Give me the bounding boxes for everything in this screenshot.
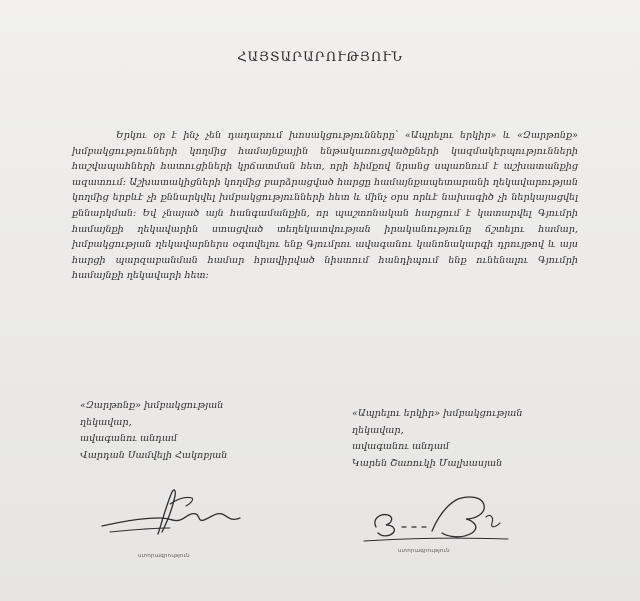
signatory-left-faction: «Զարթոնք» խմբակցության (80, 400, 224, 411)
signature-caption-left: ստորագրություն (138, 553, 190, 559)
statement-body: Երկու օր է ինչ չեն դադարում խոսակցությունները՝ «Ապրելու երկիր» և «Զարթոնք» խմբակցությունների կողմից համայնքային ենթակառուցվածքների կազմակերպությունների հաշվապահների հատուցիների կրճատման հետ, որի հիմքով նրանց սպառնում է աշխատանքից ազատում։ Աշխատակիցների կողմից բարձրացված հարցը համայնքապետարանի ղեկավարության կողմից երբևէ չի քննարկվել խմբակցությունների հետ և մինչ օրս որևէ նախագիծ չի ներկայացվել քննարկման։ Եվ չնայած այն հանգամանքին, որ պաշտոնական հարցում է կատարվել Գյումրի համայնքի ղեկավարին ստացված տեղեկատվության իրականությունը ճշտելու համար, խմբակցության ղեկավարներս օգտվելու ենք Գյումրու ավագանու կանոնակարգի դրույթով և այս հարցի պարզաբանման համար հրավիրված նիստում հանդիպում ենք ունենալու Գյումրի համայնքի ղեկավարի հետ։ (72, 130, 578, 282)
signatory-left-name: Վարդան Սամվելի Հակոբյան (80, 449, 228, 461)
signatory-right (352, 406, 522, 472)
signatory-right-position: ավագանու անդամ (352, 441, 450, 452)
signatory-left (80, 398, 227, 464)
handwritten-signature-right (358, 487, 518, 549)
signature-caption-right: ստորագրություն (398, 548, 450, 554)
signatory-left-role: ղեկավար, (80, 416, 132, 428)
signatory-right-name: Կարեն Շառուկի Մալխասյան (352, 457, 503, 469)
signatory-left-position: ավագանու անդամ (80, 433, 178, 444)
handwritten-signature-left (100, 482, 250, 542)
signatory-right-role: ղեկավար, (352, 424, 404, 436)
document-title: ՀԱՅՏԱՐԱՐՈՒԹՅՈՒՆ (237, 50, 403, 65)
signatory-right-faction: «Ապրելու երկիր» խմբակցության (352, 408, 523, 419)
